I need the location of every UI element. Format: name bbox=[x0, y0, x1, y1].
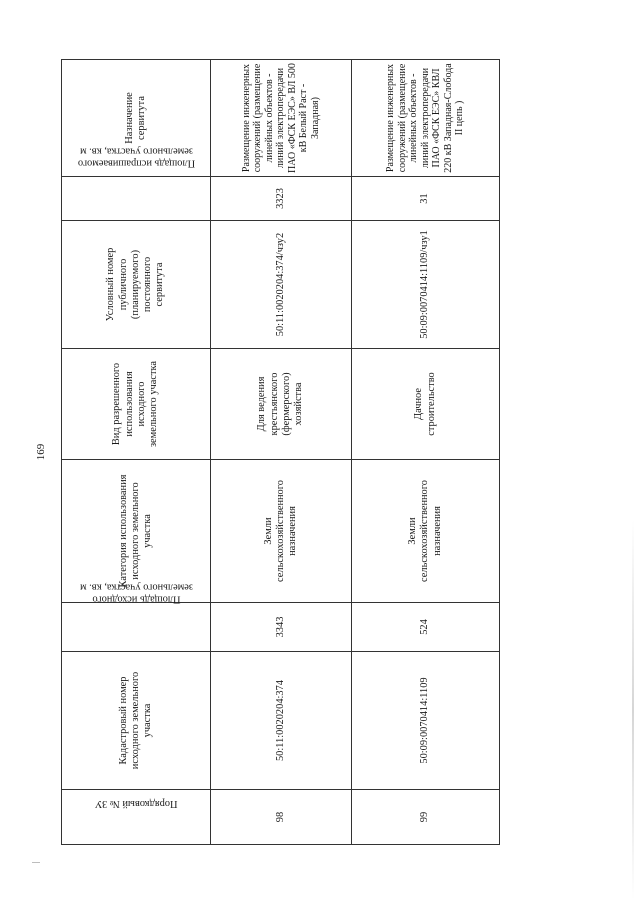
scan-edge-mark bbox=[632, 520, 634, 900]
cell-permitted-use-text: Для ведения крестьянского (фермерского) хозяйства bbox=[256, 372, 305, 436]
header-permitted-use bbox=[62, 349, 211, 460]
cell-order: 98 bbox=[211, 790, 352, 845]
header-cadastral-label: Кадастровый номер исходного земельного участка bbox=[117, 671, 154, 770]
cell-category bbox=[211, 460, 352, 603]
cell-order: 99 bbox=[352, 790, 500, 845]
cell-conditional-number: 50:11:0020204:374/чзу2 bbox=[211, 221, 352, 349]
page-number: 169 bbox=[35, 443, 47, 461]
cell-category bbox=[352, 460, 500, 603]
header-encumbered-area-label: Площадь испрашиваемого земельного участка, кв. м bbox=[77, 145, 195, 169]
cell-permitted-use-text: Дачное строительство bbox=[413, 372, 437, 436]
cell-purpose: Размещение инженерных сооружений (размещение линейных объектов - линий электропередачи ПАО «ФСК ЕЭС» КВЛ 220 кВ Западная-Слобода II цепь ) bbox=[352, 60, 500, 177]
table-rotator bbox=[61, 60, 488, 845]
cell-conditional-number: 50:09:0070414:1109/чзу1 bbox=[352, 221, 500, 349]
header-conditional-number-label: Условный номер публичного (планируемого) постоянного сервитута bbox=[105, 247, 166, 322]
cell-encumbered-area: 3323 bbox=[211, 177, 352, 221]
header-category-label: Категория использования исходного земельного участка bbox=[117, 474, 154, 588]
cell-category-text: Земли сельскохозяйственного назначения bbox=[407, 480, 443, 582]
header-order bbox=[62, 790, 211, 845]
table-row bbox=[352, 60, 500, 845]
cell-cadastral: 50:09:0070414:1109 bbox=[352, 652, 500, 790]
header-permitted-use-label: Вид разрешенного использования исходного земельного участка bbox=[111, 360, 160, 448]
header-source-area bbox=[62, 581, 211, 652]
servitude-table bbox=[61, 59, 500, 845]
header-purpose-label: Назначение сервитута bbox=[123, 92, 147, 144]
cell-encumbered-area: 31 bbox=[352, 177, 500, 221]
header-cadastral bbox=[62, 652, 211, 790]
header-conditional-number bbox=[62, 221, 211, 349]
header-order-label: Порядковый № ЗУ bbox=[94, 797, 178, 809]
cell-permitted-use bbox=[352, 349, 500, 460]
cell-category-text: Земли сельскохозяйственного назначения bbox=[262, 480, 299, 582]
scan-corner-mark bbox=[32, 862, 40, 863]
cell-permitted-use bbox=[211, 349, 352, 460]
cell-purpose: Размещение инженерных сооружений (размещение линейных объектов - линий электропередачи ПАО «ФСК ЕЭС» ВЛ 500 кВ Белый Раст - Западная) bbox=[211, 60, 352, 177]
cell-source-area: 524 bbox=[352, 603, 500, 652]
cell-cadastral: 50:11:0020204:374 bbox=[211, 652, 352, 790]
cell-source-area: 3343 bbox=[211, 603, 352, 652]
header-source-area-label: Площадь исходного земельного участка, кв. м bbox=[79, 581, 193, 605]
header-encumbered-area bbox=[62, 145, 211, 221]
table-row bbox=[211, 60, 352, 845]
header-row bbox=[62, 60, 211, 845]
